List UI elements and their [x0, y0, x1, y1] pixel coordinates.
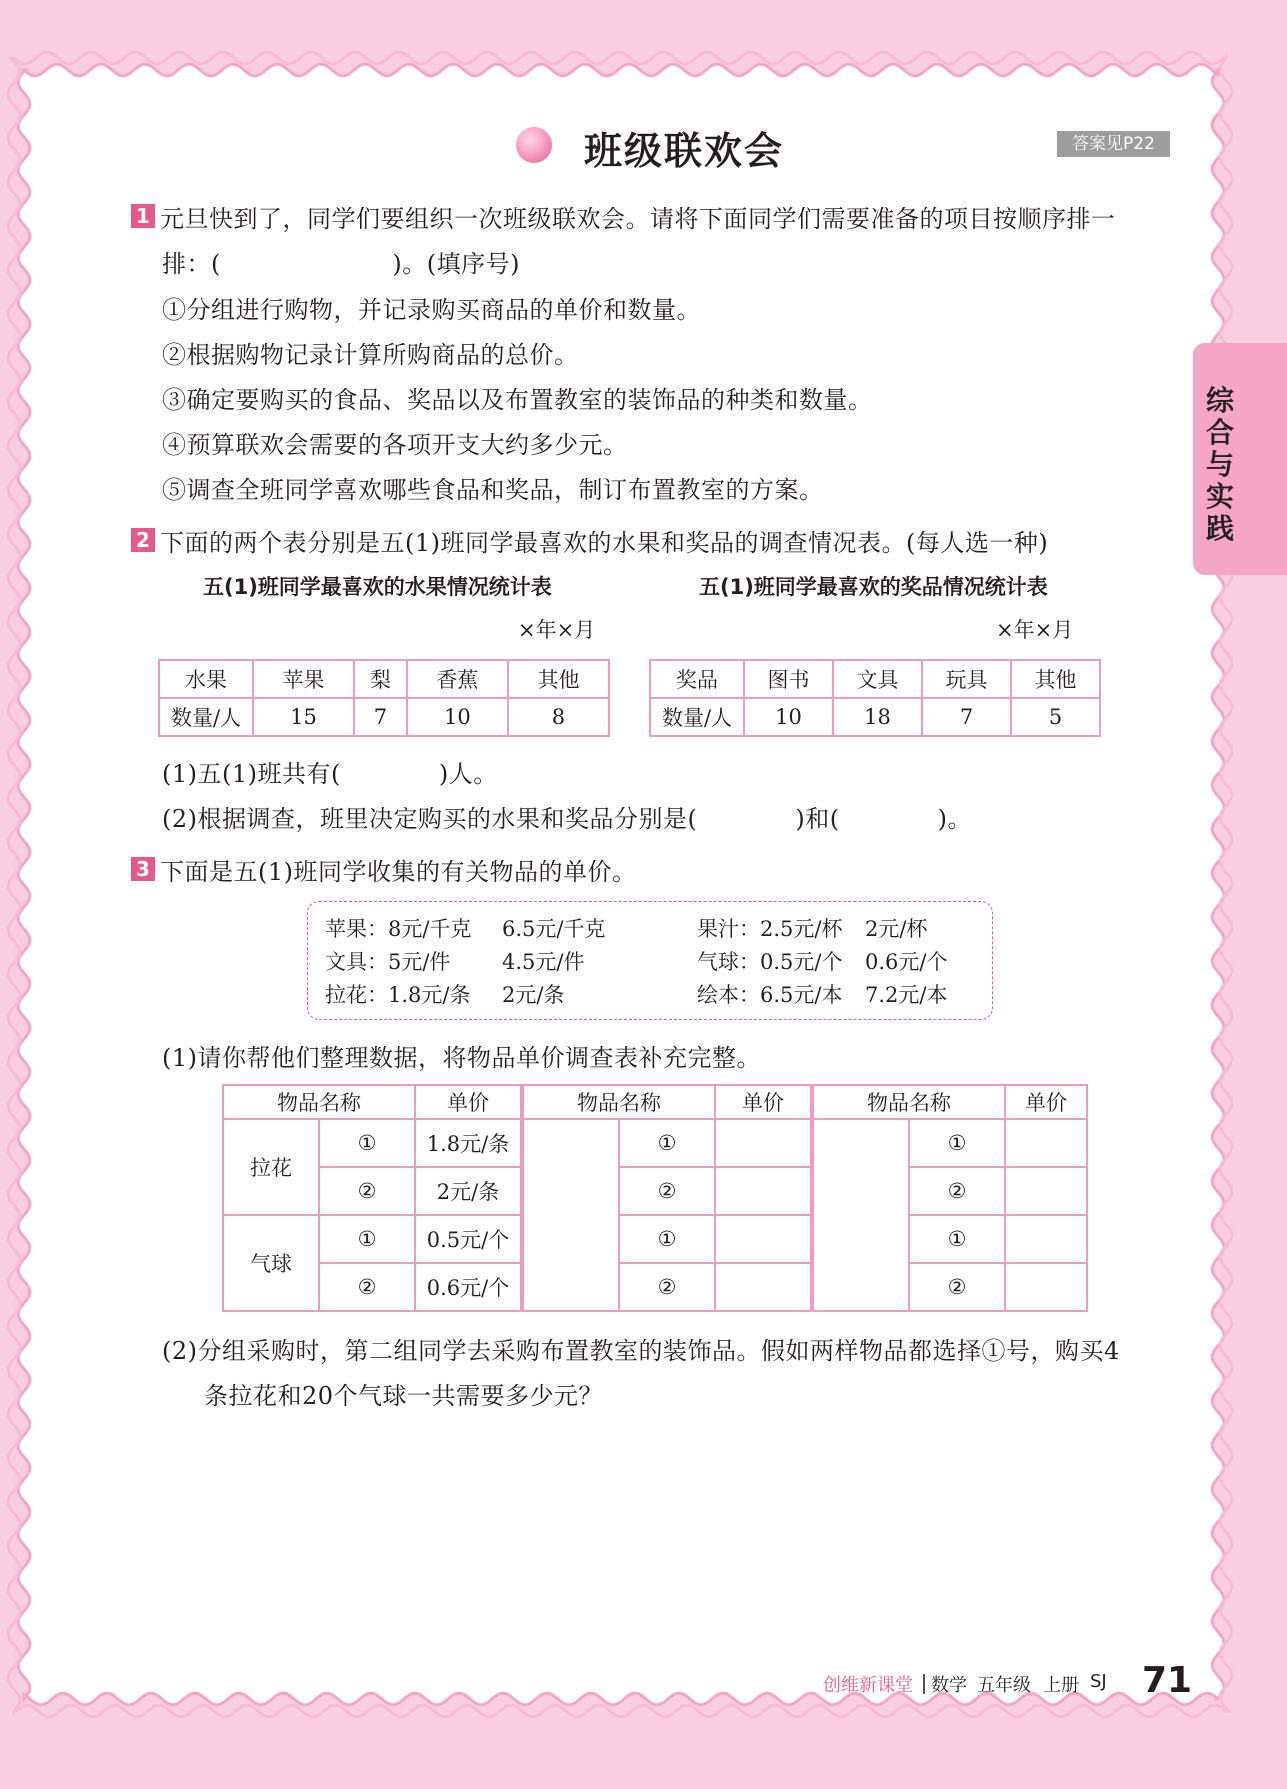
prize-header-cell: 其他: [1011, 660, 1100, 698]
header-item-name: 物品名称: [522, 1085, 715, 1119]
fruit-value-cell: 10: [407, 698, 508, 736]
price-text: 2元/条: [502, 983, 565, 1007]
q1-item-5: ⑤调查全班同学喜欢哪些食品和奖品，制订布置教室的方案。: [162, 476, 824, 504]
title-ball-icon: [516, 127, 552, 163]
prize-value-cell: 数量/人: [650, 698, 744, 736]
fruit-header-cell: 梨: [354, 660, 407, 698]
q2-intro: 下面的两个表分别是五(1)班同学最喜欢的水果和奖品的调查情况表。(每人选一种): [160, 529, 1049, 557]
unit-price-cell: 1.8元/条: [415, 1119, 522, 1167]
price-text: 苹果：8元/千克: [325, 917, 472, 941]
header-unit-price: 单价: [715, 1085, 812, 1119]
unit-price-blank[interactable]: [715, 1119, 812, 1167]
prize-header-cell: 图书: [744, 660, 833, 698]
fruit-table-date: ×年×月: [518, 618, 596, 642]
fruit-stat-table: [158, 659, 610, 737]
page-title: 班级联欢会: [584, 129, 785, 173]
price-text: 4.5元/件: [502, 950, 585, 974]
fruit-header-cell: 香蕉: [407, 660, 508, 698]
option-mark: ①: [619, 1215, 715, 1263]
option-mark: ①: [319, 1119, 415, 1167]
option-mark: ②: [619, 1263, 715, 1311]
q2-sub1: (1)五(1)班共有( )人。: [162, 760, 498, 788]
answer-reference-badge: 答案见P22: [1057, 131, 1170, 157]
q1-text-line1: 元旦快到了，同学们要组织一次班级联欢会。请将下面同学们需要准备的项目按顺序排一: [160, 205, 1116, 233]
prize-table-date: ×年×月: [996, 618, 1074, 642]
item-name-cell: 拉花: [223, 1119, 319, 1215]
option-mark: ①: [619, 1119, 715, 1167]
header-unit-price: 单价: [415, 1085, 522, 1119]
fruit-table-caption: 五(1)班同学最喜欢的水果情况统计表: [203, 575, 552, 599]
item-name-blank[interactable]: [812, 1119, 909, 1311]
prize-header-cell: 奖品: [650, 660, 744, 698]
fruit-header-cell: 水果: [159, 660, 253, 698]
unit-price-blank[interactable]: [715, 1167, 812, 1215]
unit-price-blank[interactable]: [1005, 1263, 1087, 1311]
prize-value-cell: 7: [922, 698, 1011, 736]
price-text: 6.5元/千克: [502, 917, 606, 941]
q3-sub2-line2: 条拉花和20个气球一共需要多少元？: [204, 1382, 604, 1410]
unit-price-cell: 0.5元/个: [415, 1215, 522, 1263]
fruit-value-cell: 7: [354, 698, 407, 736]
option-mark: ②: [909, 1263, 1005, 1311]
header-unit-price: 单价: [1005, 1085, 1087, 1119]
page-number: 71: [1142, 1660, 1193, 1701]
question-number-1: 1: [131, 204, 155, 228]
q1-item-4: ④预算联欢会需要的各项开支大约多少元。: [162, 431, 628, 459]
q1-item-3: ③确定要购买的食品、奖品以及布置教室的装饰品的种类和数量。: [162, 386, 873, 414]
price-text: 文具：5元/件: [325, 950, 451, 974]
fruit-value-cell: 15: [253, 698, 354, 736]
prize-header-cell: 文具: [833, 660, 922, 698]
q2-sub2: (2)根据调查，班里决定购买的水果和奖品分别是( )和( )。: [162, 805, 972, 833]
footer-divider: [923, 1674, 925, 1694]
price-text: 气球：0.5元/个: [697, 950, 843, 974]
footer-subject: 数学: [931, 1675, 967, 1696]
price-text: 7.2元/本: [865, 983, 948, 1007]
option-mark: ①: [319, 1215, 415, 1263]
prize-stat-table: [649, 659, 1101, 737]
prize-table-caption: 五(1)班同学最喜欢的奖品情况统计表: [699, 575, 1048, 599]
side-tab-label: 综合与实践: [1205, 384, 1234, 545]
unit-price-blank[interactable]: [1005, 1215, 1087, 1263]
header-item-name: 物品名称: [223, 1085, 415, 1119]
unit-price-blank[interactable]: [715, 1215, 812, 1263]
header-item-name: 物品名称: [812, 1085, 1005, 1119]
prize-value-cell: 5: [1011, 698, 1100, 736]
unit-price-blank[interactable]: [715, 1263, 812, 1311]
fruit-header-cell: 其他: [508, 660, 609, 698]
unit-price-cell: 2元/条: [415, 1167, 522, 1215]
footer-grade: 五年级: [977, 1675, 1031, 1696]
question-number-3: 3: [131, 857, 155, 881]
fruit-value-cell: 数量/人: [159, 698, 253, 736]
footer-edition: SJ: [1090, 1671, 1107, 1692]
q3-sub2-line1: (2)分组采购时，第二组同学去采购布置教室的装饰品。假如两样物品都选择①号，购买4: [162, 1337, 1120, 1365]
fruit-value-cell: 8: [508, 698, 609, 736]
option-mark: ②: [319, 1263, 415, 1311]
option-mark: ②: [619, 1167, 715, 1215]
footer-brand: 创维新课堂: [823, 1675, 913, 1696]
price-text: 绘本：6.5元/本: [697, 983, 843, 1007]
price-text: 0.6元/个: [865, 950, 948, 974]
q3-sub1: (1)请你帮他们整理数据，将物品单价调查表补充完整。: [162, 1044, 761, 1072]
prize-header-cell: 玩具: [922, 660, 1011, 698]
q1-item-2: ②根据购物记录计算所购商品的总价。: [162, 341, 579, 369]
q3-intro: 下面是五(1)班同学收集的有关物品的单价。: [160, 858, 637, 886]
price-text: 果汁：2.5元/杯: [697, 917, 843, 941]
prize-value-cell: 10: [744, 698, 833, 736]
option-mark: ①: [909, 1215, 1005, 1263]
fruit-header-cell: 苹果: [253, 660, 354, 698]
unit-price-survey-table: [222, 1084, 1088, 1312]
item-name-cell: 气球: [223, 1215, 319, 1311]
option-mark: ②: [909, 1167, 1005, 1215]
item-name-blank[interactable]: [522, 1119, 619, 1311]
unit-price-blank[interactable]: [1005, 1119, 1087, 1167]
q1-text-line2: 排：( )。(填序号): [162, 250, 520, 278]
footer-volume: 上册: [1043, 1675, 1079, 1696]
option-mark: ②: [319, 1167, 415, 1215]
price-text: 2元/杯: [865, 917, 928, 941]
prize-value-cell: 18: [833, 698, 922, 736]
unit-price-cell: 0.6元/个: [415, 1263, 522, 1311]
q1-item-1: ①分组进行购物，并记录购买商品的单价和数量。: [162, 296, 701, 324]
option-mark: ①: [909, 1119, 1005, 1167]
price-text: 拉花：1.8元/条: [325, 983, 471, 1007]
unit-price-blank[interactable]: [1005, 1167, 1087, 1215]
question-number-2: 2: [131, 528, 155, 552]
